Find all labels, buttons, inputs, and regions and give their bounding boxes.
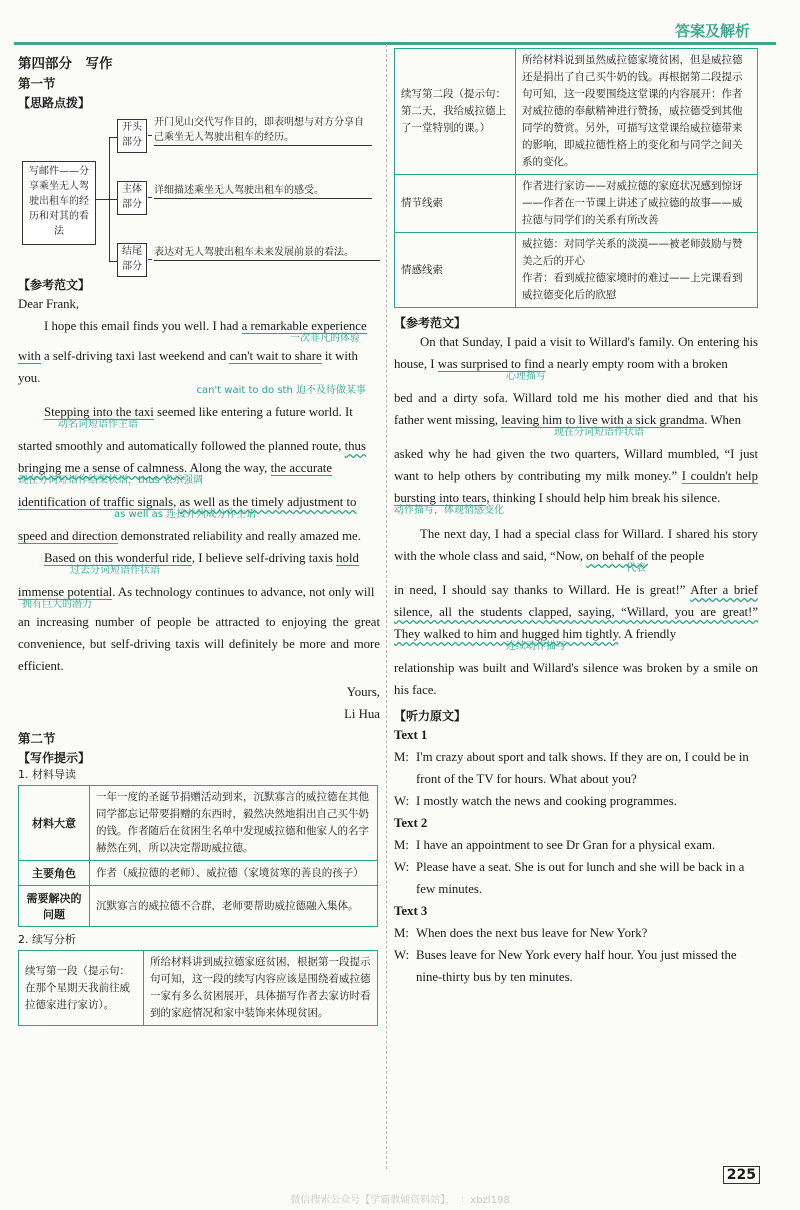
letter-greeting: Dear Frank, <box>18 297 80 311</box>
page-number: 225 <box>723 1166 760 1184</box>
letter-line: I hope this email finds you well. I had a remarkable experience <box>44 319 367 333</box>
analysis-table-right <box>394 48 758 308</box>
dialogue-line: W: I mostly watch the news and cooking programmes. <box>394 794 677 808</box>
right-column <box>394 44 758 988</box>
listening-label: 【听力原文】 <box>394 709 467 723</box>
annotation: as well as 连接并列成分作主语 <box>114 509 257 520</box>
table-row: 材料大意 一年一度的圣诞节捐赠活动到来，沉默寡言的威拉德在其他同学都忘记带要捐赠的东西时，毅然决然地捐出自己买牛奶的钱。作者随后在贫困生名单中发现威拉德和他家人的名字赫然在列，所以决定帮助威拉德。 <box>19 786 378 861</box>
watermark: 微信搜索公众号【学霸教辅资料站】， ：xbzl198 <box>290 1195 510 1206</box>
mind-map-branch-opening: 开头部分 <box>117 119 147 153</box>
underlined-phrase: bringing me a sense of calmness <box>18 461 184 475</box>
mind-map-branch-body: 主体部分 <box>117 181 147 215</box>
underlined-phrase: was surprised to find <box>437 357 545 371</box>
annotation: 现在分词短语作状语 <box>554 427 644 438</box>
underlined-phrase: on behalf of <box>586 549 648 563</box>
letter-line: Stepping into the taxi seemed like entering a future world. It <box>44 405 353 419</box>
annotation: 拥有巨大的潜力 <box>22 599 92 610</box>
dialogue-line: M: When does the next bus leave for New York? <box>394 926 648 940</box>
story-paragraph: in need, I should say thanks to Willard. He is great!” After a brief silence, all the students clapped, saying, “Willard, you are great!” They walked to him and hugged him tightly. A friendly <box>394 583 758 641</box>
letter-line: identification of traffic signals, as well as the timely adjustment to <box>18 495 357 509</box>
dialogue-line: W: Please have a seat. She is out for lunch and she will be back in a few minutes. <box>394 860 745 896</box>
underlined-phrase: I couldn't help bursting into tears <box>394 469 758 505</box>
writing-hint-label: 【写作提示】 <box>18 751 91 765</box>
letter-line: speed and direction demonstrated reliability and really amazed me. <box>18 529 361 543</box>
table-row: 主要角色 作者（威拉德的老师）、威拉德（家境贫寒的善良的孩子） <box>19 861 378 886</box>
annotation: 过去分词短语作状语 <box>70 565 160 576</box>
section-1-title: 第一节 <box>18 76 56 91</box>
analysis-table-left <box>18 950 378 1026</box>
mind-map <box>18 113 380 272</box>
annotation: 现在分词短语作结果状语，thus 表示强调 <box>18 475 203 486</box>
annotation: 一次非凡的体验 <box>290 333 360 344</box>
letter-line: bringing me a sense of calmness. Along the way, the accurate <box>18 461 333 475</box>
material-table <box>18 785 378 927</box>
underlined-phrase: Stepping into the taxi <box>44 405 154 419</box>
text-title: Text 2 <box>394 816 428 830</box>
letter-closing: Yours, <box>346 685 380 699</box>
letter-line: immense potential. As technology continues to advance, not only will <box>18 585 375 599</box>
dialogue-line: M: I'm crazy about sport and talk shows. If they are on, I could be in front of the TV for hours. What about you? <box>394 750 749 786</box>
table-row: 续写第二段（提示句：第二天，我给威拉德上了一堂特别的课。） 所给材料说到虽然威拉德家境贫困，但是威拉德还是捐出了自己买牛奶的钱。再根据第二段提示句可知，这一段要围绕这堂课的内容展开：作者对威拉德的奉献精神进行赞扬，威拉德受到其他同学的赞赏。另外，可描写这堂课给威拉德带来的影响，即威拉德性格上的变化和与同学之间关系的变化。 <box>395 49 758 175</box>
text-title: Text 3 <box>394 904 428 918</box>
story-paragraph: asked why he had given the two quarters, Willard mumbled, “I just want to help others by contributing my milk money.” I couldn't help bursting into tears, thinking I should help him break his silence. <box>394 447 758 505</box>
listening-transcript <box>394 724 758 988</box>
table-row: 情感线索 威拉德：对同学关系的淡漠——被老师鼓励与赞美之后的开心 作者：看到威拉德家境时的难过——上完课看到威拉德变化后的欣慰 <box>395 233 758 308</box>
letter-line: started smoothly and automatically followed the planned route, thus <box>18 439 366 453</box>
table-row: 需要解决的问题 沉默寡言的威拉德不合群，老师要帮助威拉德融入集体。 <box>19 886 378 927</box>
letter-line: an increasing number of people be attracted to enjoying the great convenience, but self-driving taxis will definitely be more and more efficient. <box>18 615 380 673</box>
underlined-phrase: can't wait to share <box>229 349 322 363</box>
annotation: 连续动作描写 <box>506 641 566 652</box>
column-divider <box>386 44 387 1169</box>
annotation: 代表 <box>626 563 646 574</box>
table-row: 情节线索 作者进行家访——对威拉德的家庭状况感到惊讶——作者在一节课上讲述了威拉德的故事——威拉德与同学们的关系有所改善 <box>395 175 758 233</box>
mind-map-text-body: 详细描述乘坐无人驾驶出租车的感受。 <box>154 183 372 199</box>
part-title: 第四部分 写作 <box>18 56 113 72</box>
material-label: 1. 材料导读 <box>18 768 76 781</box>
annotation: 动名词短语作主语 <box>58 419 138 430</box>
table-row: 续写第一段（提示句：在那个星期天我前往威拉德家进行家访）。 所给材料讲到威拉德家庭贫困，根据第一段提示句可知，这一段的续写内容应该是围绕着威拉德一家有多么贫困展开，具体描写作者去家访时看到的家庭情况和家中装饰来体现贫困。 <box>19 951 378 1026</box>
annotation: can't wait to do sth 迫不及待做某事 <box>196 385 366 396</box>
underlined-phrase: a remarkable experience <box>241 319 367 333</box>
left-column <box>18 44 380 1026</box>
letter-signature: Li Hua <box>344 707 380 721</box>
annotation: 动作描写，体现情感变化 <box>394 505 504 516</box>
mind-map-branch-ending: 结尾部分 <box>117 243 147 277</box>
underlined-phrase: leaving him to live with a sick grandma <box>501 413 705 427</box>
letter-line: Based on this wonderful ride, I believe self-driving taxis hold <box>44 551 359 565</box>
letter <box>18 293 380 725</box>
section-2-title: 第二节 <box>18 731 56 746</box>
story-paragraph: bed and a dirty sofa. Willard told me his mother died and that his father went missing, leaving him to live with a sick grandma. When <box>394 391 758 427</box>
sample-story-label: 【参考范文】 <box>394 316 467 330</box>
underlined-phrase: After a brief silence, all the students clapped, saying, “Willard, you are great!” They walked to him and hugged him tightly <box>394 583 758 641</box>
sample-essay-label: 【参考范文】 <box>18 278 91 292</box>
mind-map-text-opening: 开门见山交代写作目的，即表明想与对方分享自己乘坐无人驾驶出租车的经历。 <box>154 115 372 146</box>
story-paragraph: relationship was built and Willard's silence was broken by a smile on his face. <box>394 661 758 697</box>
story-paragraph: The next day, I had a special class for Willard. I shared his story with the whole class and said, “Now, on behalf of the people <box>394 527 758 563</box>
header-title: 答案及解析 <box>674 22 750 40</box>
mind-map-text-ending: 表达对无人驾驶出租车未来发展前景的看法。 <box>154 245 380 261</box>
annotation: 心理描写 <box>506 371 546 382</box>
dialogue-line: M: I have an appointment to see Dr Gran for a physical exam. <box>394 838 716 852</box>
tips-label: 【思路点拨】 <box>18 96 91 110</box>
letter-line: with a self-driving taxi last weekend and can't wait to share it with you. <box>18 349 358 385</box>
story-paragraph: On that Sunday, I paid a visit to Willard's family. On entering his house, I was surprised to find a nearly empty room with a broken <box>394 335 758 371</box>
mind-map-root: 写邮件——分享乘坐无人驾驶出租车的经历和对其的看法 <box>22 161 96 245</box>
text-title: Text 1 <box>394 728 428 742</box>
dialogue-line: W: Buses leave for New York every half hour. You just missed the nine-thirty bus by ten minutes. <box>394 948 737 984</box>
story <box>394 331 758 701</box>
analysis-label: 2. 续写分析 <box>18 933 76 946</box>
